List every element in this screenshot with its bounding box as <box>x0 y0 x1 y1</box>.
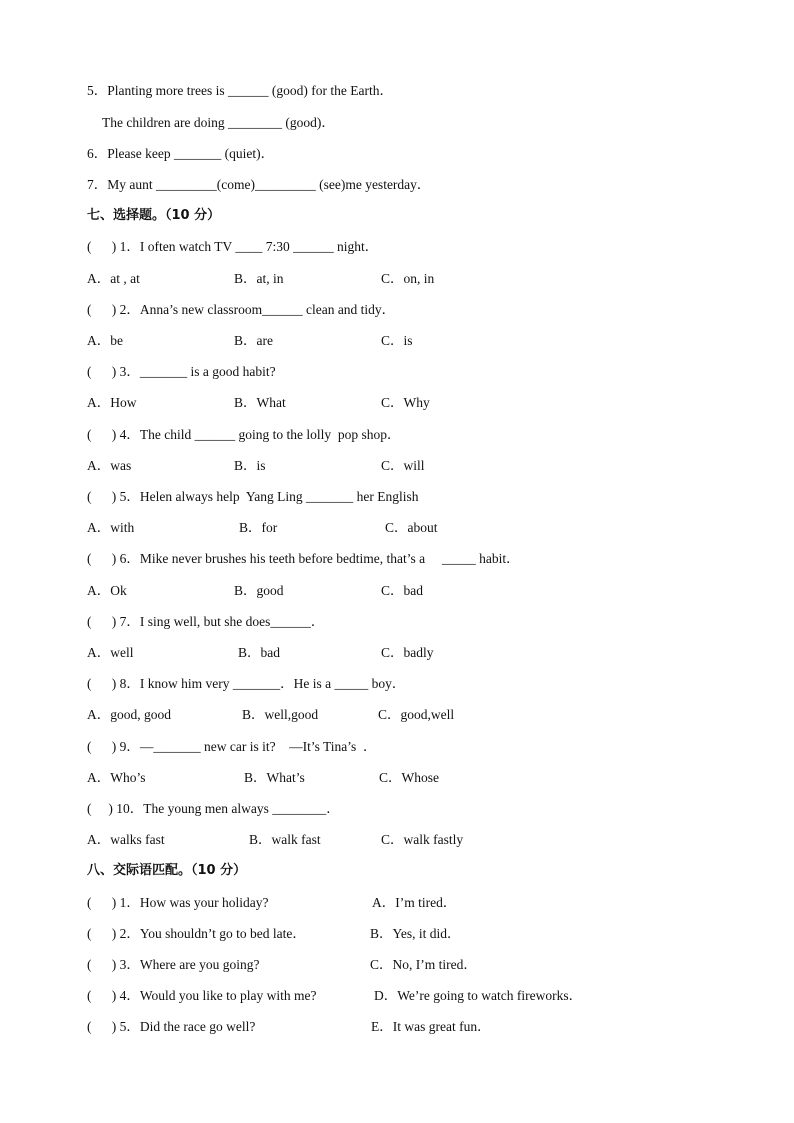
option-a[interactable]: A．be <box>87 333 123 348</box>
mc-question-8: ( ) 8．I know him very _______．He is a _____ boy． <box>87 676 406 691</box>
option-c[interactable]: C．is <box>381 333 413 348</box>
match-question-2: ( ) 2．You shouldn’t go to bed late． <box>87 926 306 941</box>
option-c[interactable]: C．walk fastly <box>381 832 464 847</box>
fill-question-5: 5．Planting more trees is ______ (good) for the Earth． <box>87 83 393 98</box>
match-answer-d: D．We’re going to watch fireworks． <box>374 988 583 1003</box>
option-b[interactable]: B．is <box>234 458 266 473</box>
match-answer-b: B．Yes, it did． <box>370 926 461 941</box>
mc-options-3 <box>87 394 587 412</box>
option-a[interactable]: A．well <box>87 645 134 660</box>
option-a[interactable]: A．Ok <box>87 583 127 598</box>
mc-question-3: ( ) 3．_______ is a good habit? <box>87 364 276 379</box>
option-c[interactable]: C．Whose <box>379 770 439 785</box>
mc-options-4 <box>87 457 587 475</box>
option-b[interactable]: B．walk fast <box>249 832 321 847</box>
option-c[interactable]: C．will <box>381 458 425 473</box>
option-a[interactable]: A．walks fast <box>87 832 165 847</box>
option-a[interactable]: A．with <box>87 520 135 535</box>
fill-question-6: 6．Please keep _______ (quiet)． <box>87 146 275 161</box>
mc-options-8 <box>87 706 587 724</box>
mc-options-1 <box>87 270 587 288</box>
mc-question-6: ( ) 6．Mike never brushes his teeth before bedtime, that’s a _____ habit． <box>87 551 520 566</box>
option-c[interactable]: C．bad <box>381 583 423 598</box>
option-b[interactable]: B．for <box>239 520 278 535</box>
option-c[interactable]: C．on, in <box>381 271 435 286</box>
option-a[interactable]: A．at , at <box>87 271 140 286</box>
option-a[interactable]: A．Who’s <box>87 770 146 785</box>
option-a[interactable]: A．good, good <box>87 707 171 722</box>
mc-options-2 <box>87 332 587 350</box>
option-c[interactable]: C．badly <box>381 645 434 660</box>
mc-options-5 <box>87 519 587 537</box>
mc-options-10 <box>87 831 587 849</box>
mc-question-1: ( ) 1．I often watch TV ____ 7:30 ______ night． <box>87 239 379 254</box>
option-a[interactable]: A．was <box>87 458 132 473</box>
match-question-3: ( ) 3．Where are you going? <box>87 957 260 972</box>
section-8-title: 八、交际语匹配。（10 分） <box>87 863 247 878</box>
option-b[interactable]: B．are <box>234 333 273 348</box>
match-answer-a: A．I’m tired． <box>372 895 457 910</box>
option-b[interactable]: B．well,good <box>242 707 319 722</box>
mc-options-9 <box>87 769 587 787</box>
fill-question-7: 7．My aunt _________(come)_________ (see)me yesterday． <box>87 177 431 192</box>
option-b[interactable]: B．What’s <box>244 770 305 785</box>
option-c[interactable]: C．about <box>385 520 438 535</box>
mc-question-5: ( ) 5．Helen always help Yang Ling _______ her English <box>87 489 419 504</box>
option-b[interactable]: B．What <box>234 395 286 410</box>
mc-question-7: ( ) 7．I sing well, but she does______． <box>87 614 325 629</box>
mc-question-2: ( ) 2．Anna’s new classroom______ clean and tidy． <box>87 302 396 317</box>
section-7-title: 七、选择题。（10 分） <box>87 208 221 223</box>
mc-options-7 <box>87 644 587 662</box>
mc-question-10: ( ) 10．The young men always ________． <box>87 801 340 816</box>
match-question-5: ( ) 5．Did the race go well? <box>87 1019 256 1034</box>
option-b[interactable]: B．bad <box>238 645 280 660</box>
option-c[interactable]: C．Why <box>381 395 430 410</box>
option-b[interactable]: B．good <box>234 583 284 598</box>
mc-question-9: ( ) 9．—_______ new car is it? —It’s Tina’s ． <box>87 739 377 754</box>
mc-question-4: ( ) 4．The child ______ going to the lolly pop shop． <box>87 427 401 442</box>
option-b[interactable]: B．at, in <box>234 271 284 286</box>
option-a[interactable]: A．How <box>87 395 137 410</box>
match-question-1: ( ) 1．How was your holiday? <box>87 895 269 910</box>
mc-options-6 <box>87 582 587 600</box>
option-c[interactable]: C．good,well <box>378 707 455 722</box>
match-answer-c: C．No, I’m tired． <box>370 957 477 972</box>
match-answer-e: E．It was great fun． <box>371 1019 491 1034</box>
fill-question-5-part2: The children are doing ________ (good)． <box>102 115 335 130</box>
match-question-4: ( ) 4．Would you like to play with me? <box>87 988 317 1003</box>
